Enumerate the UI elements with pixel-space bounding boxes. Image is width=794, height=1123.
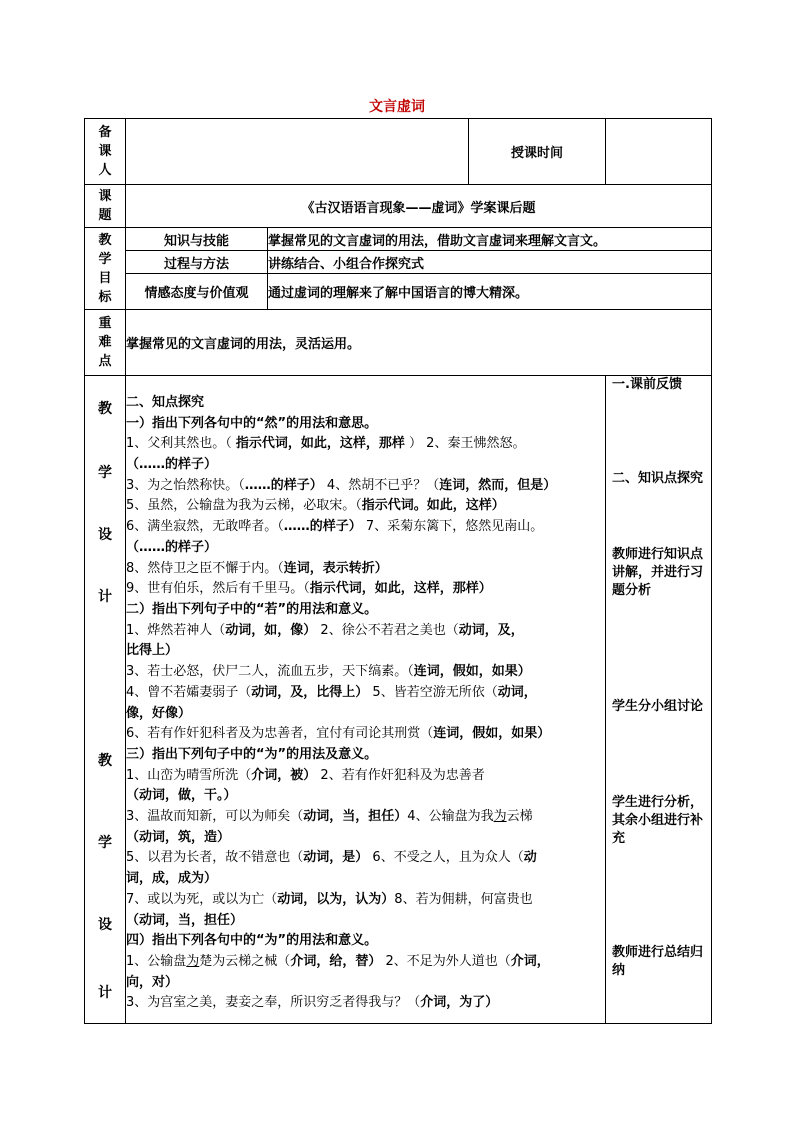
question-text: 4、曾不若孀妻弱子（	[126, 684, 252, 700]
exercise-line	[126, 538, 605, 559]
teaching-notes	[606, 376, 712, 1024]
exercise-line	[126, 579, 605, 600]
answer-text: 指示代词，如此，这样，那样	[235, 436, 405, 452]
answer-text: 三）指出下列句子中的“为”的用法及意义。	[126, 746, 378, 762]
question-text: 3、若士必怒，伏尸二人，流血五步，天下缟素。（	[126, 664, 414, 680]
answer-text: 介词，给，替）	[290, 953, 382, 969]
answer-text: 介词，	[510, 953, 550, 969]
question-text: 4、然胡不已乎？（	[322, 477, 440, 493]
exercise-line	[126, 848, 605, 869]
note-teacher-explain: 教师进行知识点讲解，并进行习题分析	[612, 547, 704, 598]
question-text: 5、虽然，公输盘为我为云梯，必取宋。（	[126, 498, 362, 514]
answer-text: 一）指出下列各句中的“然”的用法和意思。	[126, 415, 378, 431]
exercise-line	[126, 385, 605, 393]
answer-text: 动词，是）	[303, 850, 369, 866]
goal-text: 掌握常见的文言虚词的用法，借助文言虚词来理解文言文。	[268, 228, 712, 251]
preparer-row	[85, 119, 712, 185]
question-text: 4、公输盘为我	[407, 809, 494, 825]
exercise-line	[126, 869, 605, 890]
answer-text: ……的样子）	[244, 477, 323, 493]
answer-text: 二、知点探究	[126, 394, 205, 410]
exercise-line	[126, 455, 605, 476]
answer-text: （动词，当，担任）	[126, 912, 244, 928]
exercise-line	[126, 828, 605, 849]
answer-text: 动词，以为，认为）	[277, 891, 395, 907]
question-text: 1、山峦为晴雪所洗（	[126, 767, 252, 783]
answer-text: 连词，假如，如果）	[413, 664, 531, 680]
question-text: 2、若有作奸犯科及为忠善者	[316, 767, 485, 783]
difficulty-row	[85, 310, 712, 376]
exercise-line	[126, 641, 605, 662]
note-knowledge-exploration: 二、知识点探究	[612, 471, 704, 486]
answer-text: 连词，表示转折）	[283, 560, 388, 576]
answer-text: ……的样子）	[283, 519, 362, 535]
goals-label: 教 学 目 标	[85, 228, 126, 310]
answer-text: （……的样子）	[126, 457, 218, 473]
goal-name: 知识与技能	[126, 228, 268, 251]
answer-text: 连词，假如，如果）	[433, 726, 551, 742]
exercise-line	[126, 973, 605, 994]
answer-text: 指示代词，如此，这样，那样）	[309, 581, 492, 597]
question-text: 6、满坐寂然，无敢哗者。（	[126, 519, 284, 535]
document-title: 文言虚词	[369, 99, 425, 115]
topic-row	[85, 185, 712, 228]
question-text: 3、为之怡然称快。（	[126, 477, 245, 493]
question-text: 8、然侍卫之臣不懈于内。（	[126, 560, 284, 576]
exercise-line	[126, 745, 605, 766]
goal-row-emotion	[85, 274, 712, 310]
preparer-value	[126, 119, 469, 185]
exercise-line	[126, 621, 605, 642]
exercise-line	[126, 993, 605, 1014]
exercise-line	[126, 517, 605, 538]
question-text: 1、公输盘	[126, 953, 187, 969]
difficulty-text: 掌握常见的文言虚词的用法，灵活运用。	[126, 310, 712, 376]
note-teacher-summary: 教师进行总结归纳	[612, 945, 704, 978]
question-text: 7、采菊东篱下，悠然见南山。	[361, 519, 544, 535]
exercise-line	[126, 704, 605, 725]
design-label: 教 学 设 计 教 学 设 计	[85, 376, 126, 1024]
goal-name: 过程与方法	[126, 251, 268, 274]
question-text: ） 2、秦王怫然怒。	[404, 436, 526, 452]
exercise-line	[126, 807, 605, 828]
exercise-line	[126, 662, 605, 683]
answer-text: 指示代词。如此，这样）	[361, 498, 505, 514]
exercise-line	[126, 952, 605, 973]
exercise-line	[126, 393, 605, 414]
exercise-line	[126, 890, 605, 911]
goal-text: 讲练结合、小组合作探究式	[268, 251, 712, 274]
goal-row-knowledge	[85, 228, 712, 251]
exercise-line	[126, 434, 605, 455]
lesson-plan-table	[84, 118, 712, 1024]
question-text: 1、烨然若神人（	[126, 622, 226, 638]
answer-text: 介词，为了）	[420, 995, 499, 1011]
exercise-line	[126, 559, 605, 580]
question-text: 2、不足为外人道也（	[381, 953, 511, 969]
question-text: 为	[186, 953, 200, 969]
goal-row-process	[85, 251, 712, 274]
note-group-discussion: 学生分小组讨论	[612, 699, 704, 714]
note-pre-class-feedback: 一.课前反馈	[612, 377, 682, 392]
difficulty-label: 重 难 点	[85, 310, 126, 376]
question-text: 5、皆若空游无所依（	[368, 684, 498, 700]
question-text: 6、若有作奸犯科者及为忠善者，宜付有司论其刑赏（	[126, 726, 434, 742]
question-text: 楚为云梯之械（	[199, 953, 291, 969]
answer-text: （动词，做，干。）	[126, 788, 237, 804]
question-text: 7、或以为死，或以为亡（	[126, 891, 278, 907]
exercise-line	[126, 683, 605, 704]
question-text: 5、以君为长者，故不错意也（	[126, 850, 304, 866]
exercise-line	[126, 476, 605, 497]
goal-text: 通过虚词的理解来了解中国语言的博大精深。	[268, 274, 712, 310]
answer-text: 动词，如，像）	[225, 622, 317, 638]
exercise-line	[126, 724, 605, 745]
answer-text: 动词，当，担任）	[303, 809, 408, 825]
answer-text: 词，成，成为）	[126, 871, 218, 887]
exercise-line	[126, 931, 605, 952]
class-time-value	[606, 119, 712, 185]
question-text: 为	[493, 809, 507, 825]
exercise-line	[126, 600, 605, 621]
question-text: 1、父利其然也。（	[126, 436, 236, 452]
question-text: 8、若为佣耕，何富贵也	[394, 891, 533, 907]
exercise-line	[126, 786, 605, 807]
question-text: 9、世有伯乐，然后有千里马。（	[126, 581, 310, 597]
answer-text: 四）指出下列各句中的“为”的用法和意义。	[126, 933, 378, 949]
exercise-line	[126, 766, 605, 787]
answer-text: （动词，筑，造）	[126, 829, 231, 845]
question-text: 2、徐公不若君之美也（	[316, 622, 459, 638]
question-text: 6、不受之人，且为众人（	[368, 850, 524, 866]
answer-text: 动词，及，	[458, 622, 524, 638]
answer-text: 动词，	[497, 684, 537, 700]
preparer-label: 备 课 人	[85, 119, 126, 185]
question-text: 3、为宫室之美，妻妾之奉，所识穷乏者得我与？（	[126, 995, 421, 1011]
exercise-lines	[126, 385, 605, 1014]
answer-text: 介词，被）	[251, 767, 317, 783]
exercise-line	[126, 496, 605, 517]
note-student-analysis: 学生进行分析，其余小组进行补充	[612, 795, 704, 846]
question-text: 云梯	[506, 809, 533, 825]
answer-text: 向，对）	[126, 974, 179, 990]
answer-text: 动词，及，比得上）	[251, 684, 369, 700]
answer-text: 二）指出下列句子中的“若”的用法和意义。	[126, 601, 378, 617]
class-time-label: 授课时间	[469, 119, 606, 185]
topic-value: 《古汉语语言现象——虚词》学案课后题	[126, 185, 712, 228]
answer-text: 动	[523, 850, 537, 866]
exercise-content	[126, 376, 606, 1024]
design-row	[85, 376, 712, 1024]
exercise-line	[126, 911, 605, 932]
goal-name: 情感态度与价值观	[126, 274, 268, 310]
question-text: 3、温故而知新，可以为师矣（	[126, 809, 304, 825]
exercise-line	[126, 414, 605, 435]
answer-text: 像，好像）	[126, 705, 192, 721]
answer-text: （……的样子）	[126, 539, 218, 555]
topic-label: 课 题	[85, 185, 126, 228]
answer-text: 连词，然而，但是）	[439, 477, 557, 493]
answer-text: 比得上）	[126, 643, 179, 659]
